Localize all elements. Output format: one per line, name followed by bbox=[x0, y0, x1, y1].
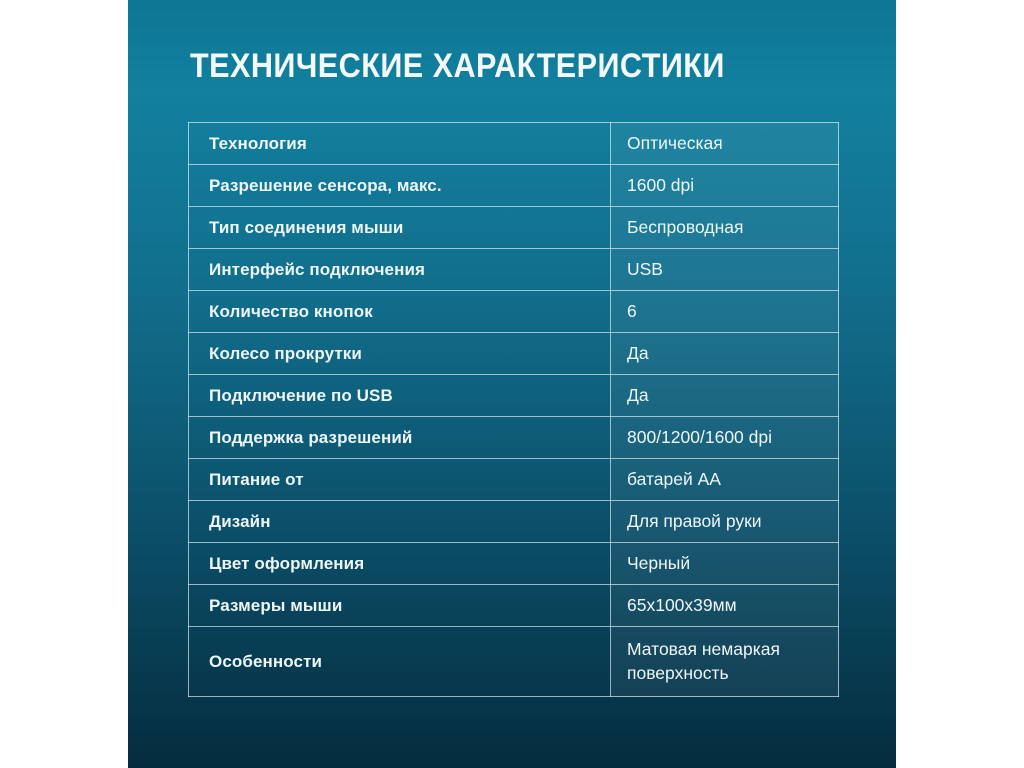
spec-value: Беспроводная bbox=[611, 207, 839, 249]
table-row bbox=[189, 543, 839, 585]
table-row bbox=[189, 501, 839, 543]
spec-value: батарей АА bbox=[611, 459, 839, 501]
spec-value: 1600 dpi bbox=[611, 165, 839, 207]
spec-value: Черный bbox=[611, 543, 839, 585]
spec-value: Оптическая bbox=[611, 123, 839, 165]
table-row bbox=[189, 333, 839, 375]
table-row bbox=[189, 207, 839, 249]
spec-value: Для правой руки bbox=[611, 501, 839, 543]
spec-table bbox=[188, 122, 839, 697]
spec-label: Питание от bbox=[189, 459, 611, 501]
table-row bbox=[189, 459, 839, 501]
table-row bbox=[189, 123, 839, 165]
table-row bbox=[189, 249, 839, 291]
spec-label: Подключение по USB bbox=[189, 375, 611, 417]
spec-label: Поддержка разрешений bbox=[189, 417, 611, 459]
table-row bbox=[189, 417, 839, 459]
table-row bbox=[189, 585, 839, 627]
spec-value: Матовая немаркая поверхность bbox=[611, 627, 839, 697]
spec-label: Технология bbox=[189, 123, 611, 165]
spec-value: 6 bbox=[611, 291, 839, 333]
spec-value: 800/1200/1600 dpi bbox=[611, 417, 839, 459]
infographic-background bbox=[128, 0, 896, 768]
spec-label: Колесо прокрутки bbox=[189, 333, 611, 375]
spec-value: Да bbox=[611, 375, 839, 417]
spec-label: Количество кнопок bbox=[189, 291, 611, 333]
spec-value: Да bbox=[611, 333, 839, 375]
spec-label: Интерфейс подключения bbox=[189, 249, 611, 291]
spec-label: Тип соединения мыши bbox=[189, 207, 611, 249]
spec-label: Размеры мыши bbox=[189, 585, 611, 627]
spec-value: USB bbox=[611, 249, 839, 291]
spec-label: Цвет оформления bbox=[189, 543, 611, 585]
spec-label: Дизайн bbox=[189, 501, 611, 543]
table-row bbox=[189, 627, 839, 697]
page-title: ТЕХНИЧЕСКИЕ ХАРАКТЕРИСТИКИ bbox=[190, 47, 725, 85]
table-row bbox=[189, 291, 839, 333]
table-row bbox=[189, 375, 839, 417]
spec-table-body bbox=[189, 123, 839, 697]
spec-value: 65x100x39мм bbox=[611, 585, 839, 627]
spec-label: Особенности bbox=[189, 627, 611, 697]
spec-label: Разрешение сенсора, макс. bbox=[189, 165, 611, 207]
table-row bbox=[189, 165, 839, 207]
